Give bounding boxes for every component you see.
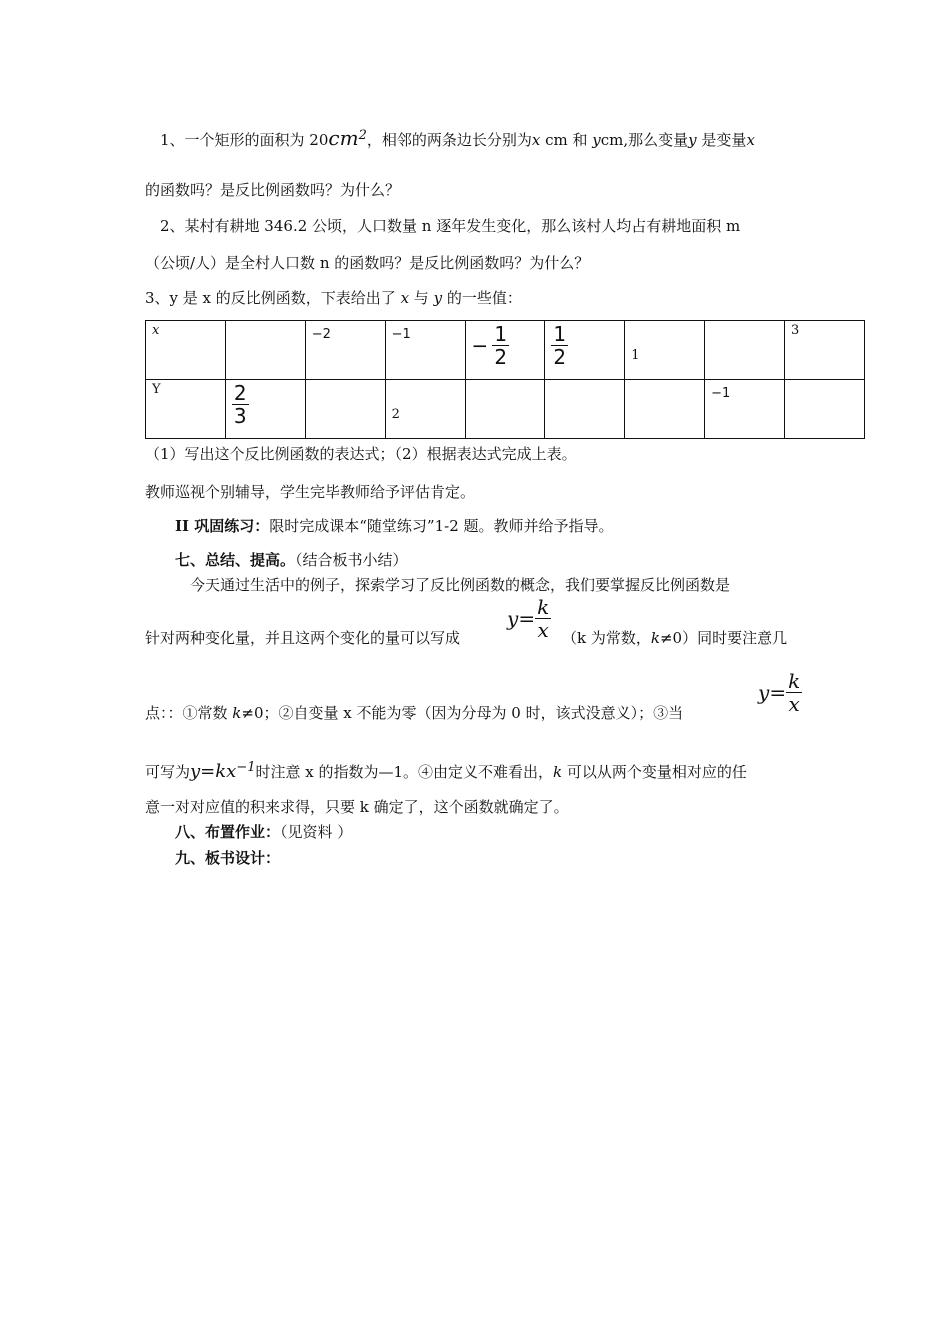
row-label-y: Y [146,380,226,439]
summary-line5: 意一对对应值的积来求得，只要 k 确定了，这个函数就确定了。 [145,798,569,816]
x-cell-1 [225,321,305,380]
x-cell-empty [705,321,785,380]
q1-text-a: 1、一个矩形的面积为 20 [160,131,329,149]
q1-unit: cm [328,126,359,150]
summary-heading-line [175,550,408,570]
y-cell-empty-5 [785,380,865,439]
formula-y-k-over-x: y= $\frac{k}{x}$ [507,595,550,642]
y-cell-empty-2 [465,380,545,439]
q1-text-b: ，相邻的两条边长分别为 [366,131,532,149]
summary-heading: 七、总结、提高。 [175,551,296,569]
y-cell-2: 2 [385,380,465,439]
q1-text-d: cm,那么变量 [600,131,689,149]
q3-text-b: 与 [409,289,434,307]
q1-line2: 的函数吗？是反比例函数吗？为什么？ [145,181,401,199]
q3-var-x: x [400,289,410,307]
q3-text-a: 3、y 是 x 的反比例函数，下表给出了 [145,289,401,307]
summary-line3: 点：：①常数 k≠0；②自变量 x 不能为零（因为分母为 0 时，该式没意义）；③当 [145,704,684,722]
y-cell-empty-1 [305,380,385,439]
table-row-y [146,380,865,439]
homework-note: （见资料 ） [280,823,353,841]
practice-line [175,516,614,536]
x-cell-neg2: −2 [305,321,385,380]
q1-var-y: y [592,131,601,149]
practice-text: 限时完成课本“随堂练习”1-2 题。教师并给予指导。 [269,517,614,535]
q1-var-x2: x [746,131,755,149]
q2-line2: （公顷/人）是全村人口数 n 的函数吗？是反比例函数吗？为什么？ [145,254,590,272]
summary-heading-note: （结合板书小结） [295,551,408,569]
q1-var-y2: y [688,131,697,149]
formula-y-k-over-x-2: y= $\frac{k}{x}$ [758,669,801,716]
fraction-half: $\frac{1}{2}$ [494,322,508,369]
fraction-half-pos: $\frac{1}{2}$ [553,322,567,369]
table-row-x [146,321,865,380]
homework-heading: 八、布置作业： [175,823,281,841]
q1-unit-exp: 2 [358,128,367,143]
q1-text-c: cm 和 [540,131,593,149]
q1-text-e: 是变量 [696,131,747,149]
value-table [145,320,865,439]
summary-line4: 可写为$y=kx^{-1}$时注意 x 的指数为—1。④由定义不难看出，k 可以从两个变量相对应的任 [145,760,747,782]
q3-line [145,288,522,308]
q1-var-x: x [531,131,541,149]
q1-line1 [160,126,755,150]
summary-line2 [145,628,460,648]
y-cell-empty-3 [545,380,625,439]
x-cell-3: 3 [785,321,865,380]
task-line: （1）写出这个反比例函数的表达式；（2）根据表达式完成上表。 [145,445,577,463]
summary-line1: 今天通过生活中的例子，探索学习了反比例函数的概念，我们要掌握反比例函数是 [190,576,731,594]
neg-sign: − [471,333,489,358]
q2-line1: 2、某村有耕地 346.2 公顷，人口数量 n 逐年发生变化，那么该村人均占有耕地面积 m [160,217,741,235]
q3-var-y: y [433,289,443,307]
x-cell-1-val: 1 [625,321,705,380]
homework-line [175,822,352,842]
practice-label: II 巩固练习： [175,517,270,535]
row-label-x: x [146,321,226,380]
y-cell-neg1: −1 [705,380,785,439]
formula-kx-inverse: y=kx [190,761,237,782]
x-cell-half [545,321,625,380]
y-cell-two-thirds [225,380,305,439]
teacher-note: 教师巡视个别辅导，学生完毕教师给予评估肯定。 [145,483,476,501]
fraction-two-thirds: $\frac{2}{3}$ [233,381,247,428]
q3-text-c: 的一些值： [442,289,522,307]
x-cell-neg1: −1 [385,321,465,380]
board-heading: 九、板书设计： [175,849,281,867]
x-cell-neg-half [465,321,545,380]
summary-line2-rest: （k 为常数，k≠0）同时要注意几 [562,629,788,647]
y-cell-empty-4 [625,380,705,439]
summary-line2-a: 针对两种变化量，并且这两个变化的量可以写成 [145,629,461,647]
